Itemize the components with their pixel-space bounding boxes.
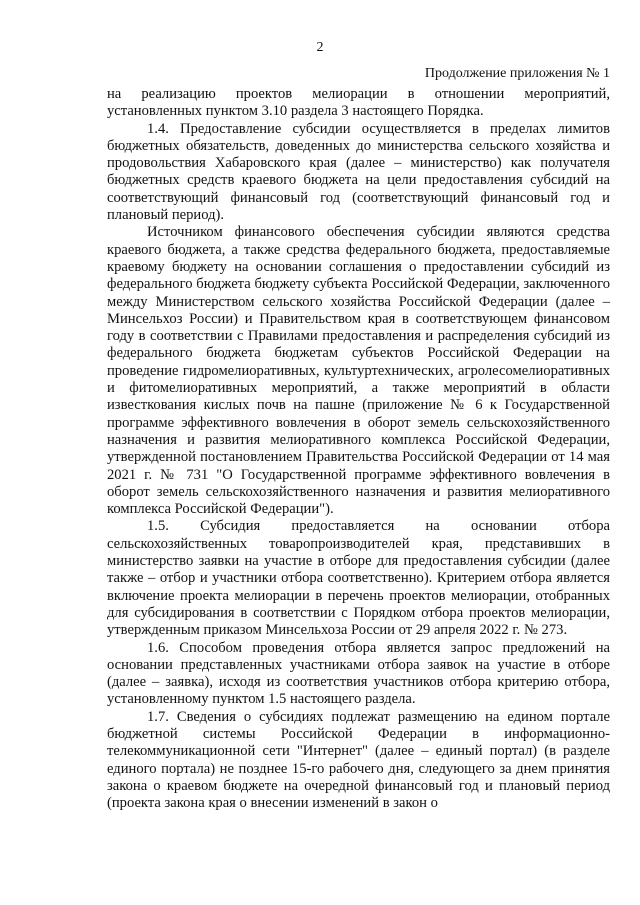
document-body xyxy=(107,86,610,812)
paragraph-1-4: 1.4. Предоставление субсидии осуществляется в пределах лимитов бюджетных обязательств, доведенных до министерства сельского хозяйства и продовольствия Хабаровского края (далее – министерство) как получателя бюджетных средств краевого бюджета на цели предоставления субсидий на соответствующий финансовый год (соответствующий финансовый год и плановый период). xyxy=(107,120,610,224)
paragraph-1-7: 1.7. Сведения о субсидиях подлежат размещению на едином портале бюджетной системы Российской Федерации в информационно-телекоммуникационной сети "Интернет" (далее – единый портал) (в разделе единого портала) не позднее 15-го рабочего дня, следующего за днем принятия закона о краевом бюджете на очередной финансовый год и плановый период (проекта закона края о внесении изменений в закон о xyxy=(107,708,610,812)
appendix-continuation-note: Продолжение приложения № 1 xyxy=(424,66,610,81)
paragraph-continuation: на реализацию проектов мелиорации в отношении мероприятий, установленных пунктом 3.10 раздела 3 настоящего Порядка. xyxy=(107,86,610,120)
paragraph-1-5: 1.5. Субсидия предоставляется на основании отбора сельскохозяйственных товаропроизводителей края, представивших в министерство заявки на участие в отборе для предоставления субсидии (далее также – отбор и участники отбора соответственно). Критерием отбора является включение проекта мелиорации в перечень проектов мелиорации, отобранных для субсидирования в соответствии с Порядком отбора проектов мелиорации, утвержденным приказом Минсельхоза России от 29 апреля 2022 г. № 273. xyxy=(107,518,610,639)
paragraph-1-6: 1.6. Способом проведения отбора является запрос предложений на основании представленных участниками отбора заявок на участие в отборе (далее – заявка), исходя из соответствия участников отбора критерию отбора, установленному пунктом 1.5 настоящего раздела. xyxy=(107,639,610,708)
page-number: 2 xyxy=(316,40,324,55)
paragraph-funding-source: Источником финансового обеспечения субсидии являются средства краевого бюджета, а также средства федерального бюджета, предоставляемые краевому бюджету на основании соглашения о предоставлении субсидий из федерального бюджета бюджету субъекта Российской Федерации, заключенного между Министерством сельского хозяйства Российской Федерации (далее – Минсельхоз России) и Правительством края в соответствующем финансовом году в соответствии с Правилами предоставления и распределения субсидий из федерального бюджета бюджетам субъектов Российской Федерации на проведение гидромелиоративных, культуртехнических, агролесомелиоративных и фитомелиоративных мероприятий, а также мероприятий в области известкования кислых почв на пашне (приложение № 6 к Государственной программе эффективного вовлечения в оборот земель сельскохозяйственного назначения и развития мелиоративного комплекса Российской Федерации, утвержденной постановлением Правительства Российской Федерации от 14 мая 2021 г. № 731 "О Государственной программе эффективного вовлечения в оборот земель сельскохозяйственного назначения и развития мелиоративного комплекса Российской Федерации"). xyxy=(107,224,610,518)
